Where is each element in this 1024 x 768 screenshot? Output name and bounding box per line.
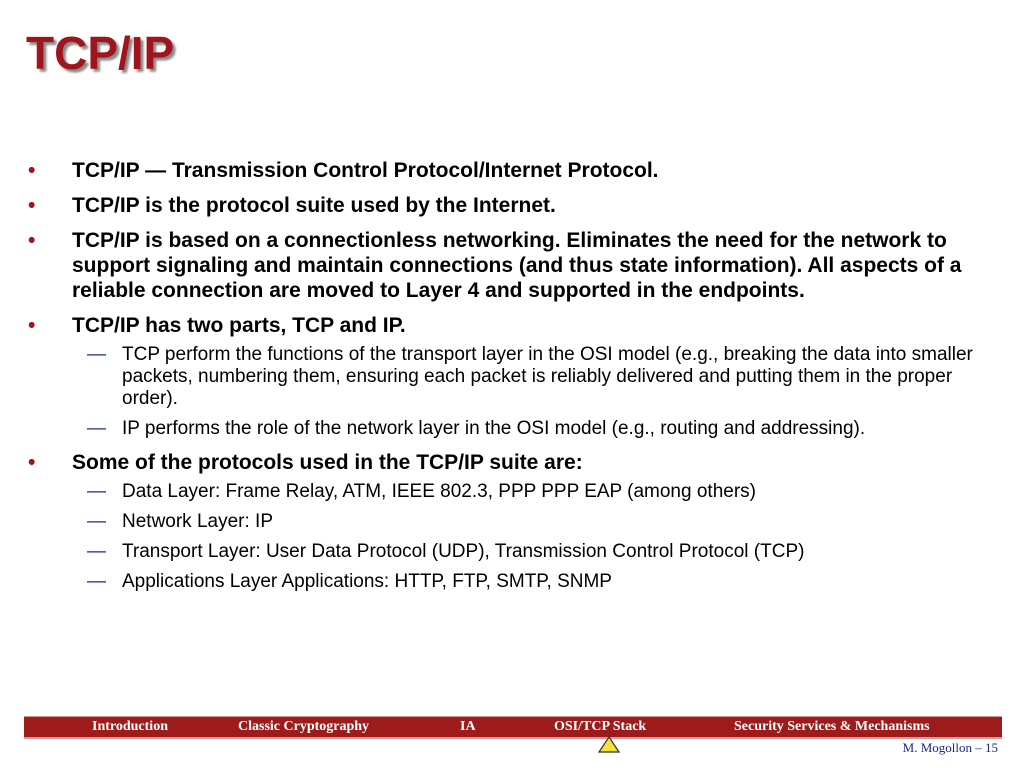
nav-link-classic-cryptography[interactable]: Classic Cryptography	[238, 719, 370, 734]
slide-title: TCP/IP	[26, 27, 175, 79]
sub-glyph: —	[87, 541, 106, 562]
sub-item	[72, 418, 998, 440]
page-number: M. Mogollon – 15	[902, 740, 998, 755]
warning-triangle-icon[interactable]	[598, 736, 620, 753]
nav-link-ia[interactable]: IA	[460, 719, 476, 734]
sub-item	[72, 571, 998, 593]
bullet-item	[28, 158, 998, 183]
bullet-glyph: •	[28, 194, 36, 217]
bullet-glyph: •	[28, 314, 36, 337]
bullet-item	[28, 313, 998, 440]
sub-list	[72, 481, 998, 593]
bullet-item	[28, 450, 998, 593]
sub-item	[72, 481, 998, 503]
bullet-item	[28, 193, 998, 218]
sub-glyph: —	[87, 481, 106, 502]
sub-item	[72, 344, 998, 410]
nav-link-osi-tcp-stack[interactable]: OSI/TCP Stack	[554, 719, 647, 734]
bullet-text: Some of the protocols used in the TCP/IP suite are:	[72, 451, 583, 474]
bullet-text: TCP/IP is the protocol suite used by the Internet.	[72, 194, 556, 217]
sub-list	[72, 344, 998, 440]
footer-nav-bar	[24, 717, 1002, 737]
sub-text: Data Layer: Frame Relay, ATM, IEEE 802.3, PPP PPP EAP (among others)	[122, 481, 756, 502]
bullet-glyph: •	[28, 229, 36, 252]
bullet-text: TCP/IP has two parts, TCP and IP.	[72, 314, 406, 337]
sub-text: IP performs the role of the network layer in the OSI model (e.g., routing and addressing).	[122, 418, 866, 439]
sub-text: Network Layer: IP	[122, 511, 273, 532]
bullet-glyph: •	[28, 451, 36, 474]
sub-text: Applications Layer Applications: HTTP, FTP, SMTP, SNMP	[122, 571, 612, 592]
sub-text: Transport Layer: User Data Protocol (UDP), Transmission Control Protocol (TCP)	[122, 541, 805, 562]
sub-glyph: —	[87, 344, 106, 365]
bullet-text: TCP/IP is based on a connectionless networking. Eliminates the need for the network to support signaling and maintain connections (and thus state information). All aspects of a reliable connection are moved to Layer 4 and supported in the endpoints.	[72, 229, 962, 302]
sub-glyph: —	[87, 571, 106, 592]
bullet-text: TCP/IP — Transmission Control Protocol/Internet Protocol.	[72, 159, 659, 182]
bullet-item	[28, 228, 998, 303]
sub-item	[72, 541, 998, 563]
sub-text: TCP perform the functions of the transport layer in the OSI model (e.g., breaking the data into smaller packets, numbering them, ensuring each packet is reliably delivered and putting them in the proper order).	[122, 344, 973, 409]
slide-body	[28, 158, 998, 603]
bullet-glyph: •	[28, 159, 36, 182]
sub-glyph: —	[87, 418, 106, 439]
sub-item	[72, 511, 998, 533]
sub-glyph: —	[87, 511, 106, 532]
nav-link-introduction[interactable]: Introduction	[92, 719, 168, 734]
nav-link-security-services[interactable]: Security Services & Mechanisms	[734, 719, 930, 734]
